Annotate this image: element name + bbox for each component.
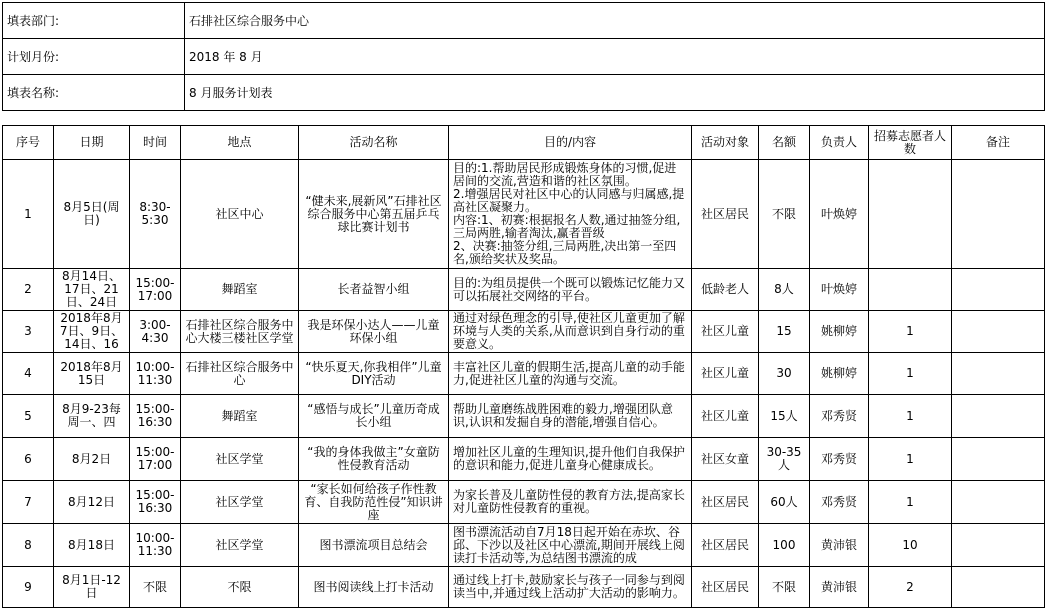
cell-date: 8月2日 — [54, 438, 130, 481]
cell-remark — [952, 311, 1045, 353]
plan-table — [2, 125, 1045, 608]
cell-content: 图书漂流活动自7月18日起开始在赤坎、谷邱、下沙以及社区中心漂流,期间开展线上阅读打卡活动等,为总结图书漂流的成 — [449, 524, 692, 567]
cell-no: 4 — [3, 353, 54, 395]
cell-target: 社区居民 — [692, 524, 759, 567]
cell-name: 长者益智小组 — [299, 269, 449, 311]
cell-remark — [952, 395, 1045, 438]
cell-owner: 叶焕婷 — [810, 160, 869, 269]
cell-no: 2 — [3, 269, 54, 311]
cell-no: 8 — [3, 524, 54, 567]
cell-volunteers: 1 — [869, 311, 952, 353]
cell-name: “健未来,展新风”石排社区综合服务中心第五届乒乓球比赛计划书 — [299, 160, 449, 269]
column-header: 序号 — [3, 126, 54, 160]
cell-place: 舞蹈室 — [181, 395, 299, 438]
cell-quota: 不限 — [759, 567, 810, 608]
column-header: 活动对象 — [692, 126, 759, 160]
cell-volunteers: 1 — [869, 353, 952, 395]
column-header: 活动名称 — [299, 126, 449, 160]
column-header: 名额 — [759, 126, 810, 160]
cell-quota: 15 — [759, 311, 810, 353]
cell-remark — [952, 567, 1045, 608]
cell-quota: 60人 — [759, 481, 810, 524]
cell-owner: 邓秀贤 — [810, 438, 869, 481]
header-value: 石排社区综合服务中心 — [185, 3, 1045, 39]
table-row — [3, 395, 1045, 438]
cell-date: 2018年8月15日 — [54, 353, 130, 395]
cell-no: 6 — [3, 438, 54, 481]
cell-no: 3 — [3, 311, 54, 353]
cell-target: 社区女童 — [692, 438, 759, 481]
cell-date: 8月18日 — [54, 524, 130, 567]
header-row — [3, 3, 1045, 39]
cell-time: 15:00-17:00 — [130, 269, 181, 311]
cell-date: 8月1日-12日 — [54, 567, 130, 608]
column-header: 目的/内容 — [449, 126, 692, 160]
cell-no: 5 — [3, 395, 54, 438]
header-value: 8 月服务计划表 — [185, 75, 1045, 111]
cell-quota: 30-35人 — [759, 438, 810, 481]
table-row — [3, 311, 1045, 353]
header-row — [3, 75, 1045, 111]
cell-time: 8:30-5:30 — [130, 160, 181, 269]
cell-volunteers — [869, 160, 952, 269]
cell-place: 不限 — [181, 567, 299, 608]
cell-time: 10:00-11:30 — [130, 524, 181, 567]
cell-remark — [952, 269, 1045, 311]
cell-quota: 15人 — [759, 395, 810, 438]
header-label: 计划月份: — [3, 39, 185, 75]
cell-date: 2018年8月7日、9日、14日、16 — [54, 311, 130, 353]
cell-place: 石排社区综合服务中心 — [181, 353, 299, 395]
cell-name: “感悟与成长”儿童历奇成长小组 — [299, 395, 449, 438]
table-row — [3, 160, 1045, 269]
cell-name: “家长如何给孩子作性教育、自我防范性侵”知识讲座 — [299, 481, 449, 524]
table-row — [3, 353, 1045, 395]
cell-time: 15:00-16:30 — [130, 481, 181, 524]
cell-remark — [952, 481, 1045, 524]
column-header: 时间 — [130, 126, 181, 160]
cell-content: 为家长普及儿童防性侵的教育方法,提高家长对儿童防性侵教育的重视。 — [449, 481, 692, 524]
cell-time: 10:00-11:30 — [130, 353, 181, 395]
cell-name: “我的身体我做主”女童防性侵教育活动 — [299, 438, 449, 481]
table-row — [3, 567, 1045, 608]
cell-volunteers: 1 — [869, 395, 952, 438]
cell-quota: 100 — [759, 524, 810, 567]
cell-no: 9 — [3, 567, 54, 608]
cell-content: 丰富社区儿童的假期生活,提高儿童的动手能力,促进社区儿童的沟通与交流。 — [449, 353, 692, 395]
cell-time: 3:00-4:30 — [130, 311, 181, 353]
cell-content: 通过对绿色理念的引导,使社区儿童更加了解环境与人类的关系,从而意识到自身行动的重要意义。 — [449, 311, 692, 353]
cell-name: 图书漂流项目总结会 — [299, 524, 449, 567]
header-table — [2, 2, 1045, 111]
cell-target: 社区儿童 — [692, 353, 759, 395]
column-header: 负责人 — [810, 126, 869, 160]
cell-date: 8月14日、17日、21日、24日 — [54, 269, 130, 311]
cell-quota: 8人 — [759, 269, 810, 311]
table-header-row — [3, 126, 1045, 160]
cell-place: 社区中心 — [181, 160, 299, 269]
cell-volunteers: 2 — [869, 567, 952, 608]
cell-target: 低龄老人 — [692, 269, 759, 311]
cell-volunteers: 10 — [869, 524, 952, 567]
header-value: 2018 年 8 月 — [185, 39, 1045, 75]
cell-target: 社区居民 — [692, 567, 759, 608]
cell-content: 目的:为组员提供一个既可以锻炼记忆能力又可以拓展社交网络的平台。 — [449, 269, 692, 311]
column-header: 地点 — [181, 126, 299, 160]
cell-no: 7 — [3, 481, 54, 524]
header-row — [3, 39, 1045, 75]
cell-remark — [952, 160, 1045, 269]
header-label: 填表名称: — [3, 75, 185, 111]
cell-place: 石排社区综合服务中心大楼三楼社区学堂 — [181, 311, 299, 353]
cell-date: 8月9-23每周一、四 — [54, 395, 130, 438]
cell-place: 社区学堂 — [181, 438, 299, 481]
cell-remark — [952, 353, 1045, 395]
cell-target: 社区儿童 — [692, 395, 759, 438]
table-row — [3, 438, 1045, 481]
cell-volunteers: 1 — [869, 481, 952, 524]
cell-volunteers — [869, 269, 952, 311]
cell-quota: 30 — [759, 353, 810, 395]
cell-content: 增加社区儿童的生理知识,提升他们自我保护的意识和能力,促进儿童身心健康成长。 — [449, 438, 692, 481]
cell-owner: 姚柳婷 — [810, 353, 869, 395]
cell-owner: 黄沛银 — [810, 524, 869, 567]
cell-remark — [952, 524, 1045, 567]
cell-name: “快乐夏天,你我相伴”儿童DIY活动 — [299, 353, 449, 395]
cell-time: 不限 — [130, 567, 181, 608]
cell-no: 1 — [3, 160, 54, 269]
table-row — [3, 481, 1045, 524]
table-row — [3, 524, 1045, 567]
cell-date: 8月5日(周日) — [54, 160, 130, 269]
column-header: 招募志愿者人数 — [869, 126, 952, 160]
cell-place: 舞蹈室 — [181, 269, 299, 311]
cell-time: 15:00-16:30 — [130, 395, 181, 438]
cell-place: 社区学堂 — [181, 524, 299, 567]
cell-owner: 邓秀贤 — [810, 481, 869, 524]
column-header: 备注 — [952, 126, 1045, 160]
cell-owner: 邓秀贤 — [810, 395, 869, 438]
cell-name: 我是环保小达人——儿童环保小组 — [299, 311, 449, 353]
cell-target: 社区居民 — [692, 160, 759, 269]
cell-target: 社区儿童 — [692, 311, 759, 353]
cell-content: 通过线上打卡,鼓励家长与孩子一同参与到阅读当中,并通过线上活动扩大活动的影响力。 — [449, 567, 692, 608]
cell-owner: 姚柳婷 — [810, 311, 869, 353]
header-label: 填表部门: — [3, 3, 185, 39]
cell-name: 图书阅读线上打卡活动 — [299, 567, 449, 608]
cell-owner: 叶焕婷 — [810, 269, 869, 311]
cell-target: 社区居民 — [692, 481, 759, 524]
cell-remark — [952, 438, 1045, 481]
cell-date: 8月12日 — [54, 481, 130, 524]
column-header: 日期 — [54, 126, 130, 160]
cell-place: 社区学堂 — [181, 481, 299, 524]
cell-owner: 黄沛银 — [810, 567, 869, 608]
cell-content: 帮助儿童磨练战胜困难的毅力,增强团队意识,认识和发掘自身的潜能,增强自信心。 — [449, 395, 692, 438]
cell-quota: 不限 — [759, 160, 810, 269]
cell-volunteers: 1 — [869, 438, 952, 481]
cell-time: 15:00-17:00 — [130, 438, 181, 481]
table-row — [3, 269, 1045, 311]
cell-content: 目的:1.帮助居民形成锻炼身体的习惯,促进居间的交流,营造和谐的社区氛围。 2.增强居民对社区中心的认同感与归属感,提高社区凝聚力。 内容:1、初赛:根据报名人数,通过抽签分组,三局两胜,输者淘汰,赢者晋级 2、决赛:抽签分组,三局两胜,决出第一至四名,颁给奖状及奖品。 — [449, 160, 692, 269]
